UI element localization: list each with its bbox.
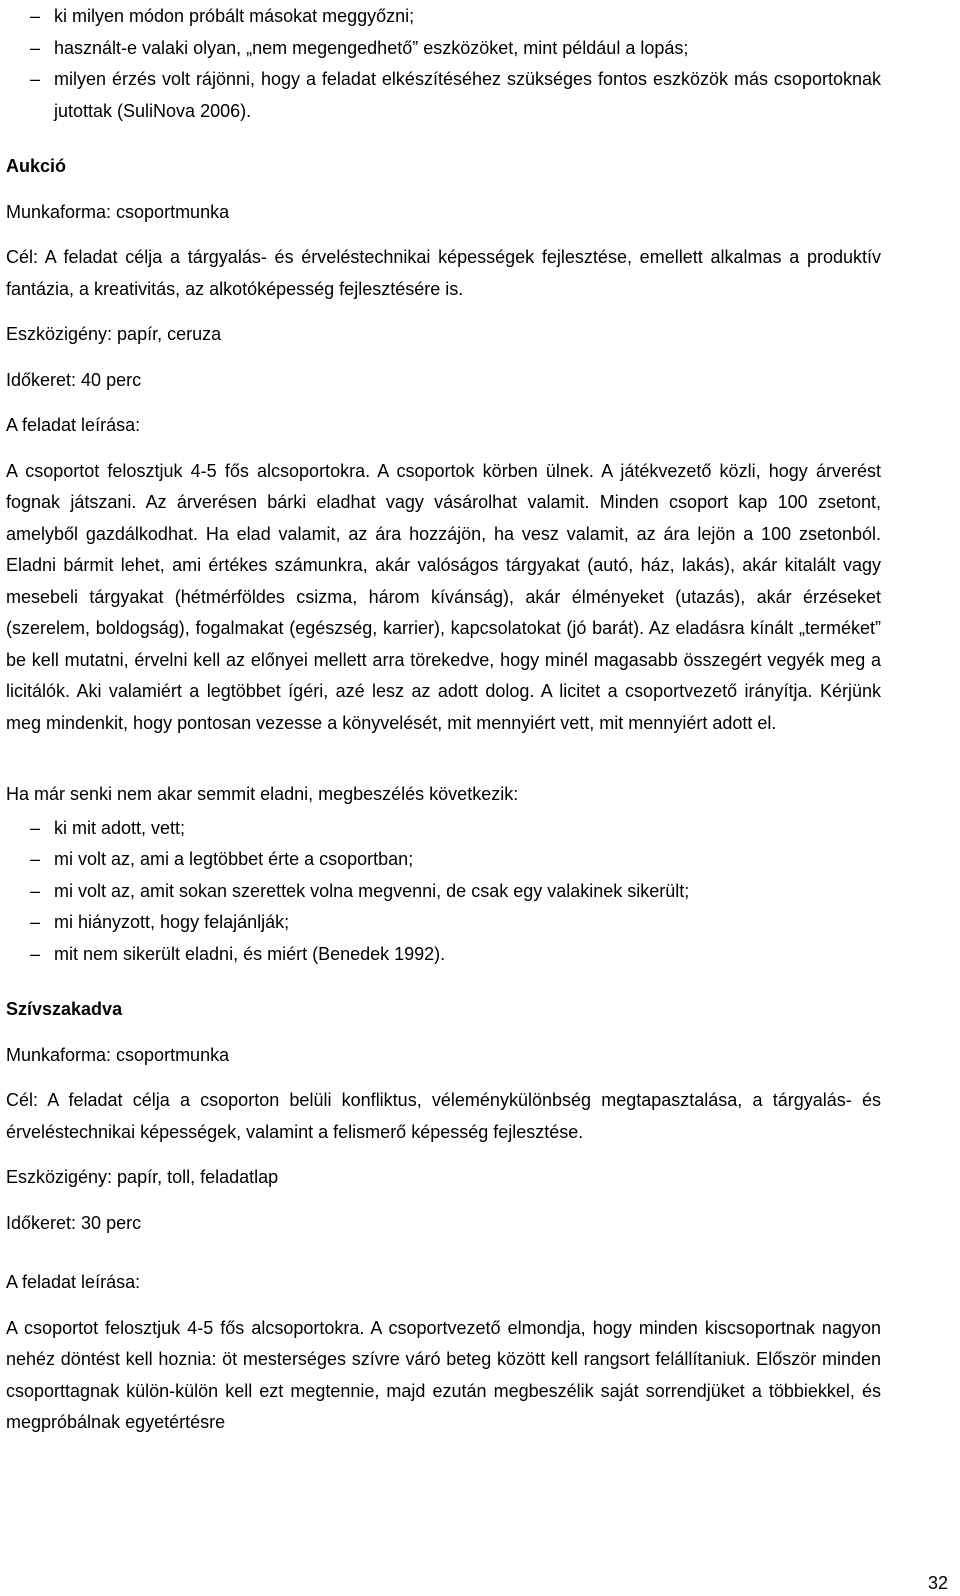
bullet-dash: – bbox=[30, 943, 41, 964]
aukcio-megbeszeles-list bbox=[6, 813, 881, 971]
bullet-dash: – bbox=[30, 817, 41, 838]
szivszakadva-leiras: A csoportot felosztjuk 4-5 fős alcsoportokra. A csoportvezető elmondja, hogy minden kiscsoportnak nagyon nehéz döntést kell hoznia: öt mesterséges szívre váró beteg között kell rangsort felállítaniuk. Először minden csoporttagnak külön-külön kell ezt megtennie, majd ezután megbeszélik saját sorrendjüket a többiekkel, és megpróbálnak egyetértésre bbox=[6, 1317, 881, 1432]
list-item: – milyen érzés volt rájönni, hogy a feladat elkészítéséhez szükséges fontos eszközök más csoportoknak jutottak (SuliNova 2006). bbox=[6, 64, 881, 127]
szivszakadva-leiras-cim: A feladat leírása: bbox=[6, 1272, 141, 1292]
aukcio-munkaforma: Munkaforma: csoportmunka bbox=[6, 201, 230, 222]
aukcio-leiras: A csoportot felosztjuk 4-5 fős alcsoportokra. A csoportok körben ülnek. A játékvezető közli, hogy árverést fognak játszani. Az árverésen bárki eladhat vagy vásárolhat valamit. Minden csoport kap 100 zsetont, amelyből gazdálkodhat. Ha elad valamit, az ára hozzájön, ha vesz valamit, az ára lejön a 100 zsetonból. Eladni bármit lehet, ami értékes számunkra, akár valóságos tárgyakat (autó, ház, lakás), akár kitalált vagy mesebeli tárgyakat (hétmérföldes csizma, három kívánság), akár élményeket (utazás), akár érzéseket (szerelem, boldogság), fogalmakat (egészség, karrier), kapcsolatokat (jó barát). Az eladásra kínált „terméket” be kell mutatni, érvelni kell az előnyei mellett arra törekedve, hogy minél magasabb összegért vegyék meg a licitálók. Aki valamiért a legtöbbet ígéri, azé lesz az adott dolog. A licitet a csoportvezető irányítja. Kérjünk meg mindenkit, hogy pontosan vezesse a könyvelését, mit mennyiért vett, mit mennyiért adott el. bbox=[6, 460, 881, 733]
list-item: – mi volt az, ami a legtöbbet érte a csoportban; bbox=[6, 844, 881, 876]
szivszakadva-munkaforma: Munkaforma: csoportmunka bbox=[6, 1044, 230, 1065]
aukcio-leiras-cim: A feladat leírása: bbox=[6, 415, 141, 435]
list-item: – használt-e valaki olyan, „nem megengedhető” eszközöket, mint például a lopás; bbox=[6, 33, 881, 65]
bullet-dash: – bbox=[30, 912, 41, 932]
list-item: – mit nem sikerült eladni, és miért (Benedek 1992). bbox=[6, 939, 881, 971]
aukcio-eszkozigeny: Eszközigény: papír, ceruza bbox=[6, 324, 222, 344]
section-title-szivszakadva: Szívszakadva bbox=[6, 999, 123, 1019]
aukcio-megbeszeles-intro: Ha már senki nem akar semmit eladni, megbeszélés következik: bbox=[6, 784, 519, 804]
list-item: – ki mit adott, vett; bbox=[6, 813, 881, 845]
list-item: – mi hiányzott, hogy felajánlják; bbox=[6, 907, 881, 939]
page-number: 32 bbox=[927, 1573, 948, 1593]
aukcio-cel: Cél: A feladat célja a tárgyalás- és érveléstechnikai képességek fejlesztése, emellett alkalmas a produktív fantázia, a kreativitás, az alkotóképesség fejlesztésére is. bbox=[6, 247, 881, 299]
bullet-dash: – bbox=[30, 69, 41, 89]
list-item: – ki milyen módon próbált másokat meggyőzni; bbox=[6, 1, 881, 33]
aukcio-idokeret: Időkeret: 40 perc bbox=[6, 369, 142, 390]
intro-bullet-list bbox=[6, 1, 881, 127]
szivszakadva-cel: Cél: A feladat célja a csoporton belüli konfliktus, véleménykülönbség megtapasztalása, a tárgyalás- és érveléstechnikai képességek, valamint a felismerő képesség fejlesztése. bbox=[6, 1090, 881, 1142]
bullet-dash: – bbox=[30, 6, 41, 26]
section-title-aukcio: Aukció bbox=[6, 156, 67, 176]
list-item: – mi volt az, amit sokan szerettek volna megvenni, de csak egy valakinek sikerült; bbox=[6, 876, 881, 908]
bullet-dash: – bbox=[30, 37, 41, 58]
document-page bbox=[6, 0, 881, 1439]
szivszakadva-eszkozigeny: Eszközigény: papír, toll, feladatlap bbox=[6, 1167, 279, 1187]
bullet-dash: – bbox=[30, 880, 41, 901]
bullet-dash: – bbox=[30, 849, 41, 869]
szivszakadva-idokeret: Időkeret: 30 perc bbox=[6, 1212, 142, 1233]
